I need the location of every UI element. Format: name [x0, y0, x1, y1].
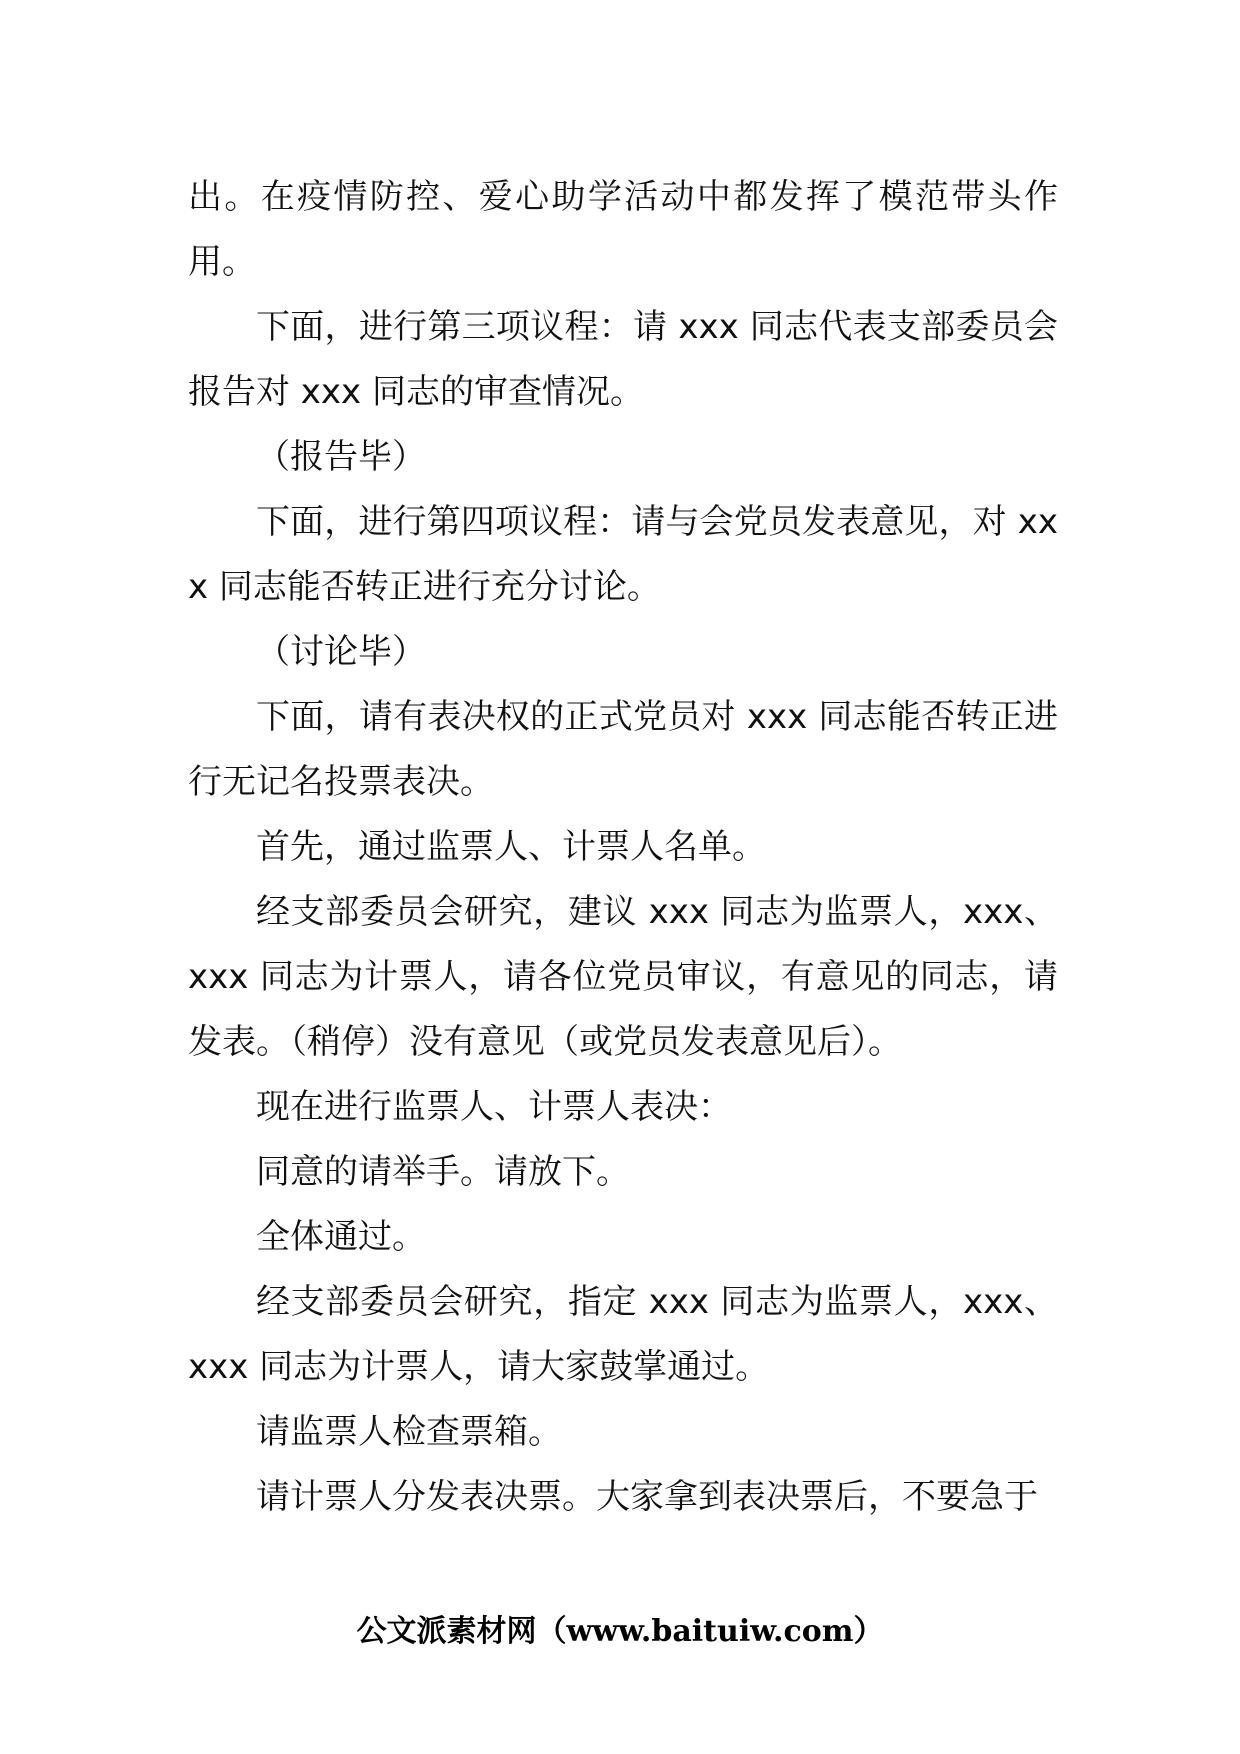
- footer-watermark: 公文派素材网（www.baituiw.com）: [356, 1614, 884, 1649]
- paragraph: 现在进行监票人、计票人表决：: [256, 1087, 732, 1127]
- paragraph: 经支部委员会研究，建议 xxx 同志为监票人，xxx、xxx 同志为计票人，请各位党员审议，有意见的同志，请发表。（稍停）没有意见（或党员发表意见后）。: [188, 892, 1058, 1062]
- paragraph: 下面，请有表决权的正式党员对 xxx 同志能否转正进行无记名投票表决。: [188, 697, 1058, 802]
- paragraph: 出。在疫情防控、爱心助学活动中都发挥了模范带头作用。: [188, 177, 1058, 282]
- paragraph: 同意的请举手。请放下。: [256, 1152, 630, 1192]
- paragraph: （报告毕）: [256, 437, 426, 477]
- document-body: [188, 165, 1058, 1530]
- paragraph: 首先，通过监票人、计票人名单。: [256, 827, 766, 867]
- paragraph: 请监票人检查票箱。: [256, 1412, 562, 1452]
- paragraph: 全体通过。: [256, 1217, 426, 1257]
- paragraph: 下面，进行第四项议程：请与会党员发表意见，对 xxx 同志能否转正进行充分讨论。: [188, 502, 1058, 607]
- paragraph: 下面，进行第三项议程：请 xxx 同志代表支部委员会报告对 xxx 同志的审查情况。: [188, 307, 1058, 412]
- paragraph: 经支部委员会研究，指定 xxx 同志为监票人，xxx、xxx 同志为计票人，请大家鼓掌通过。: [188, 1282, 1058, 1387]
- paragraph: （讨论毕）: [256, 632, 426, 672]
- paragraph: 请计票人分发表决票。大家拿到表决票后，不要急于: [256, 1477, 1038, 1517]
